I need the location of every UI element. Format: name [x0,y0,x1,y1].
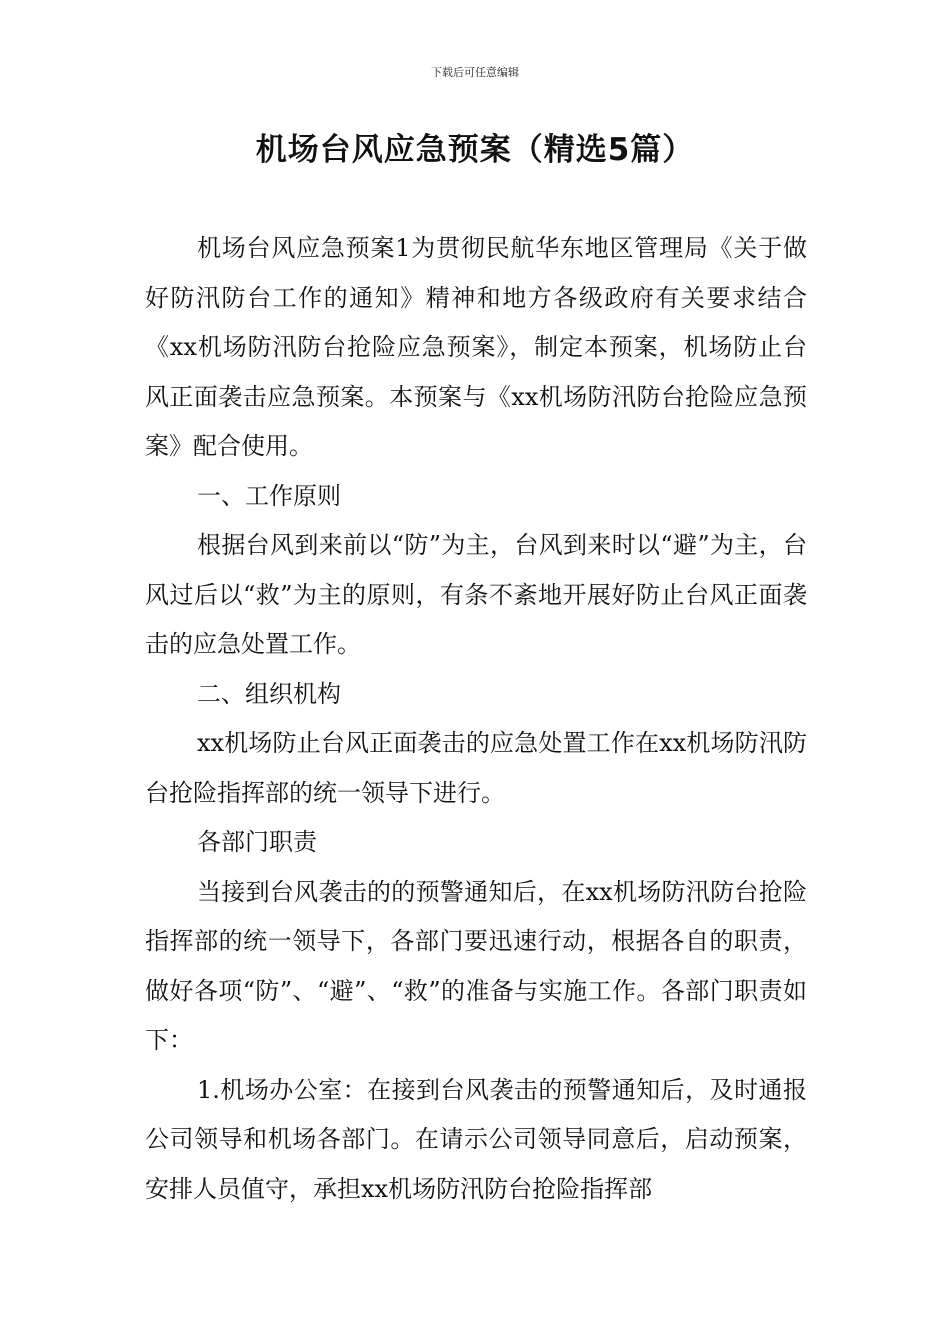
document-title: 机场台风应急预案（精选5篇） [255,132,695,168]
header-note: 下载后可任意编辑 [431,66,519,79]
heading-work-principles: 一、工作原则 [197,481,341,510]
paragraph-organization: xx机场防止台风正面袭击的应急处置工作在xx机场防汛防台抢险指挥部的统一领导下进行。 [145,729,807,807]
paragraph-principles: 根据台风到来前以“防”为主，台风到来时以“避”为主，台风过后以“救”为主的原则，有条不紊地开展好防止台风正面袭击的应急处置工作。 [145,531,807,658]
paragraph-airport-office: 1.机场办公室：在接到台风袭击的预警通知后，及时通报公司领导和机场各部门。在请示公司领导同意后，启动预案，安排人员值守，承担xx机场防汛防台抢险指挥部 [145,1075,807,1203]
document-body [145,224,807,1214]
paragraph-intro: 机场台风应急预案1为贯彻民航华东地区管理局《关于做好防汛防台工作的通知》精神和地方各级政府有关要求结合《xx机场防汛防台抢险应急预案》，制定本预案，机场防止台风正面袭击应急预案。本预案与《xx机场防汛防台抢险应急预案》配合使用。 [145,234,807,460]
heading-department-duties: 各部门职责 [197,828,317,856]
heading-organization: 二、组织机构 [197,679,341,708]
paragraph-duties: 当接到台风袭击的的预警通知后，在xx机场防汛防台抢险指挥部的统一领导下，各部门要迅速行动，根据各自的职责，做好各项“防”、“避”、“救”的准备与实施工作。各部门职责如下： [145,877,807,1054]
